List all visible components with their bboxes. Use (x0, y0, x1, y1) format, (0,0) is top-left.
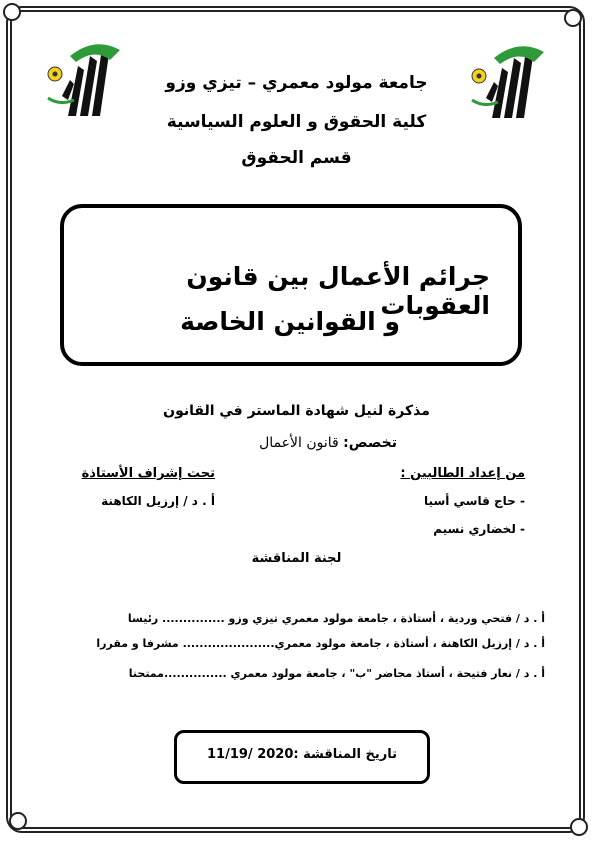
defense-date: تاريخ المناقشة :2020 /11/19 (206, 747, 398, 762)
specialization-value: قانون الأعمال (259, 435, 339, 451)
thesis-title-line2: و القوانين الخاصة (180, 307, 400, 336)
university-logo-icon (464, 38, 550, 124)
faculty-name: كلية الحقوق و العلوم السياسية (166, 112, 427, 132)
university-logo-icon (40, 36, 126, 122)
prepared-by-heading: من إعداد الطالبين : (400, 466, 525, 481)
committee-member: أ . د / فتحي وردية ، أستاذة ، جامعة مولود معمري تيزي وزو ............... رئيسا (127, 612, 545, 625)
border-corner-ornament (9, 812, 27, 830)
supervision-heading: تحت إشراف الأستاذة (81, 466, 215, 481)
border-corner-ornament (564, 9, 582, 27)
specialization-label: تخصص: (343, 435, 397, 451)
university-name: جامعة مولود معمري – تيزي وزو (165, 73, 428, 93)
student-name: - لخضاري نسيم (433, 522, 525, 536)
university-logo-left (40, 36, 126, 122)
university-logo-right (464, 38, 550, 124)
committee-member: أ . د / نعار فتيحة ، أستاذ محاضر "ب" ، جامعة مولود معمري ...............ممتحنا (128, 667, 545, 680)
thesis-purpose: مذكرة لنيل شهادة الماستر في القانون (163, 403, 430, 419)
specialization-row (150, 435, 397, 451)
thesis-title-line1: جرائم الأعمال بين قانون العقوبات (186, 262, 490, 320)
committee-member: أ . د / إرزيل الكاهنة ، أستاذة ، جامعة مولود معمري...................... مشرفا و مقررا (96, 637, 545, 650)
committee-heading: لجنة المناقشة (251, 551, 342, 566)
student-name: - حاج قاسي أسيا (424, 494, 525, 508)
department-name: قسم الحقوق (241, 148, 352, 168)
supervisor-name: أ . د / إرزيل الكاهنة (101, 494, 215, 508)
